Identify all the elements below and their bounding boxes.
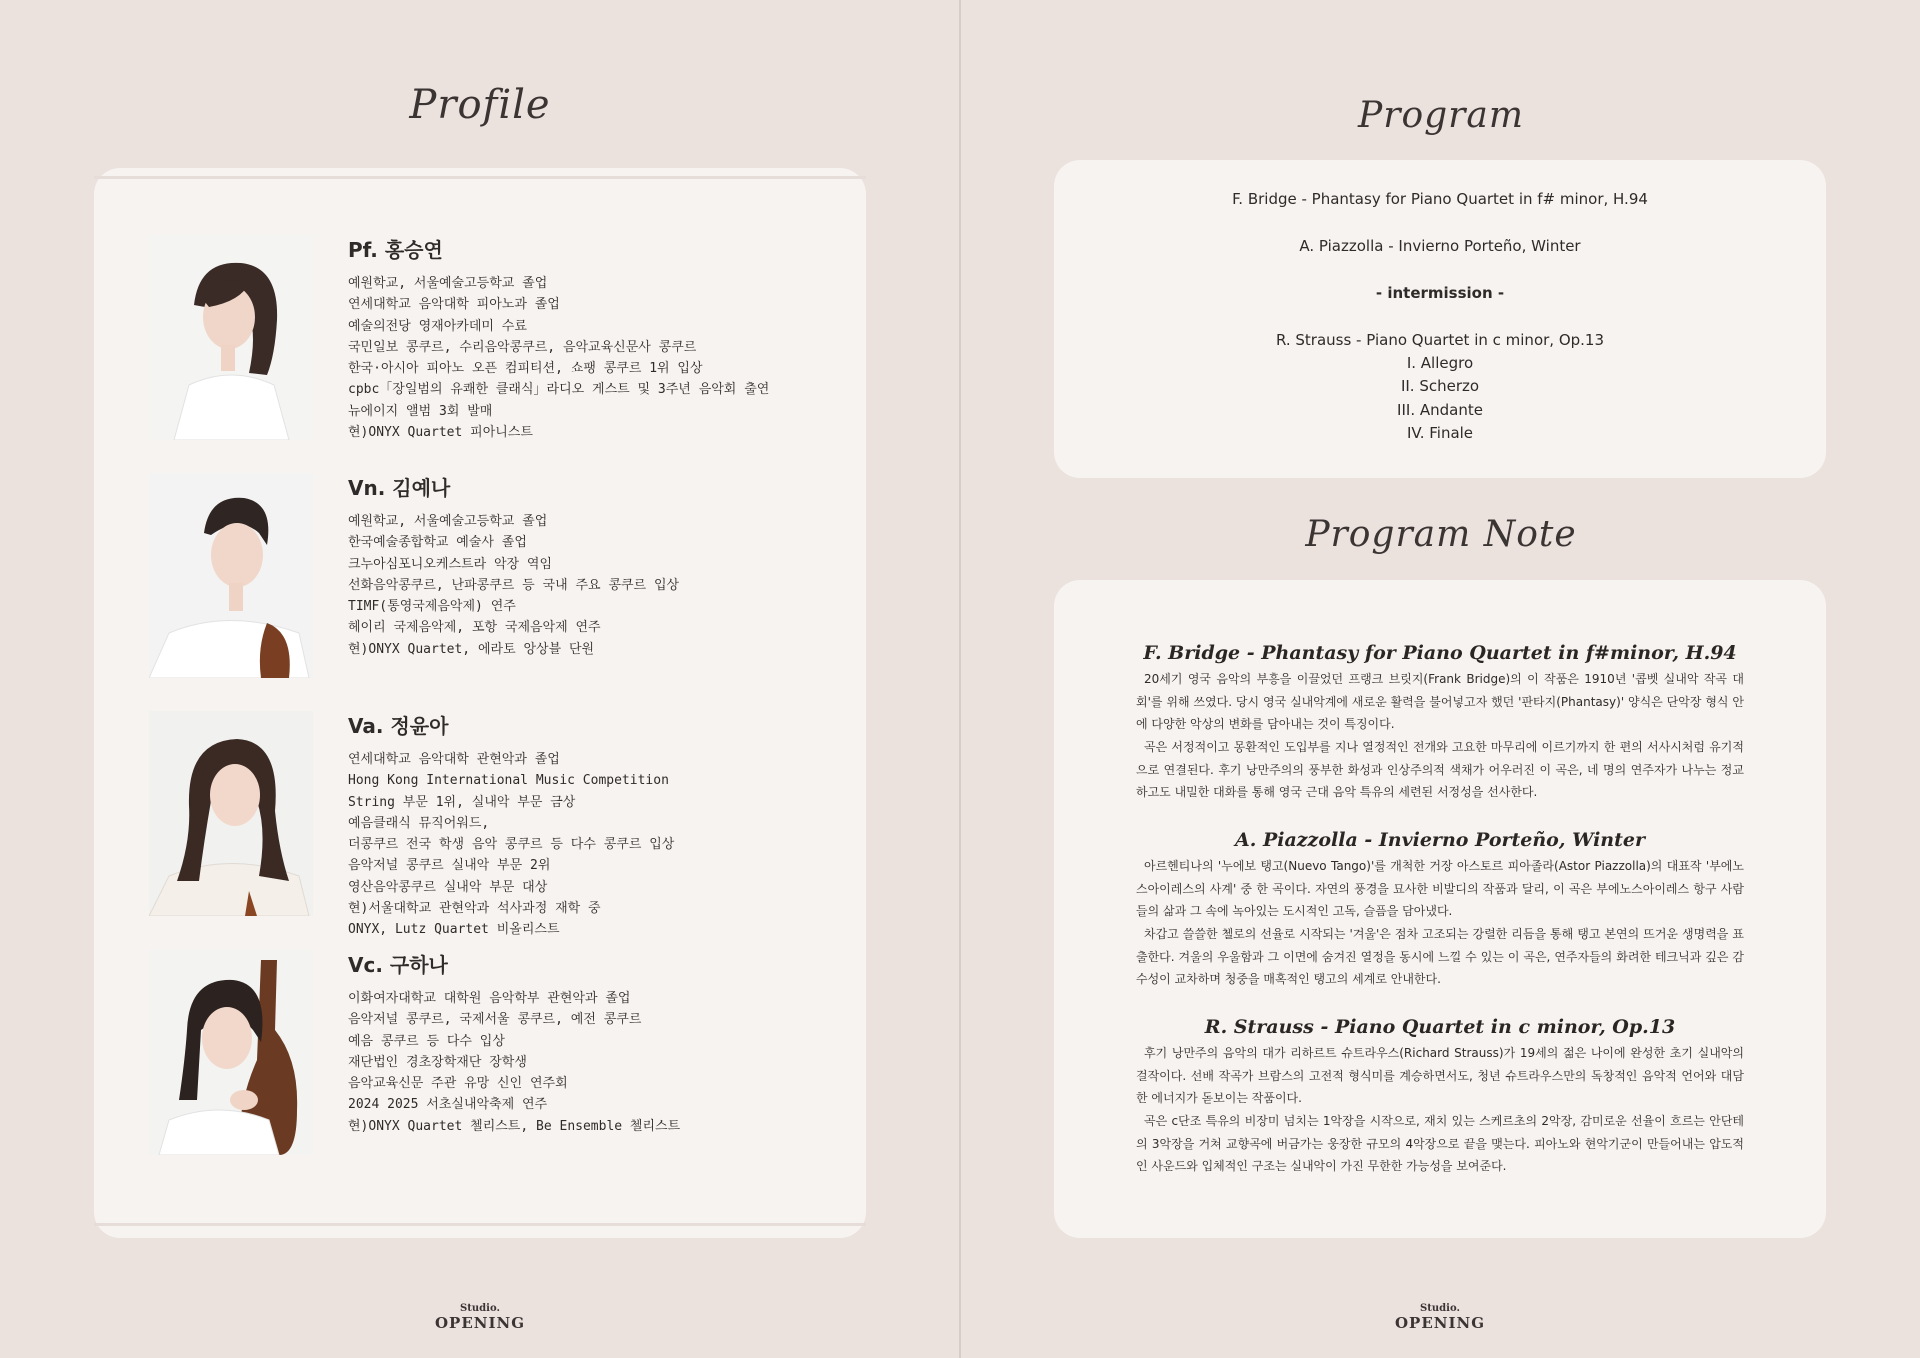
member-cellist — [149, 950, 849, 1160]
profile-title: Profile — [409, 82, 551, 128]
member-photo-violist — [149, 711, 313, 916]
program-movement: IV. Finale — [1406, 424, 1474, 442]
bio-line: 2024 2025 서초실내악축제 연주 — [348, 1097, 548, 1113]
program-line: A. Piazzolla - Invierno Porteño, Winter — [1299, 237, 1581, 255]
brand-logo-left — [420, 1303, 540, 1331]
program-note-title: Program Note — [1305, 514, 1577, 555]
note-heading-strauss: R. Strauss - Piano Quartet in c minor, Op.13 — [1204, 1016, 1676, 1038]
member-bio — [348, 749, 848, 941]
bio-line: 재단법인 경초장학재단 장학생 — [348, 1054, 527, 1070]
note-paragraph: 곡은 c단조 특유의 비장미 넘치는 1악장을 시작으로, 재치 있는 스케르초의 2악장, 감미로운 선율이 흐르는 안단테의 3악장을 거쳐 교향곡에 버금가는 웅장한 규모의 4악장으로 끝을 맺는다. 피아노와 현악기군이 만들어내는 압도적인 사운드와 입체적인 구조는 실내악이 가진 무한한 가능성을 보여준다. — [1136, 1114, 1744, 1174]
note-paragraph: 후기 낭만주의 음악의 대가 리하르트 슈트라우스(Richard Strauss)가 19세의 젊은 나이에 완성한 초기 실내악의 걸작이다. 선배 작곡가 브람스의 고전적 형식미를 계승하면서도, 청년 슈트라우스만의 독창적인 음악적 언어와 대담한 에너지가 돋보이는 작품이다. — [1136, 1046, 1744, 1106]
program-movement: I. Allegro — [1406, 354, 1474, 372]
bio-line: 음악저널 콩쿠르 실내악 부문 2위 — [348, 858, 551, 874]
bio-line: 현)ONYX Quartet 첼리스트, Be Ensemble 첼리스트 — [348, 1118, 681, 1134]
card-rule-top — [94, 176, 866, 179]
bio-line: Hong Kong International Music Competition — [348, 773, 669, 789]
member-name: Vn. 김예나 — [348, 476, 451, 500]
bio-line: 예원학교, 서울예술고등학교 졸업 — [348, 276, 548, 291]
note-paragraph: 곡은 서정적이고 몽환적인 도입부를 지나 열정적인 전개와 고요한 마무리에 이르기까지 한 편의 서사시처럼 유기적으로 연결된다. 후기 낭만주의의 풍부한 화성과 인상주의적 색채가 어우러진 이 곡은, 네 명의 연주자가 나누는 정교하고도 내밀한 대화를 통해 영국 근대 음악 특유의 세련된 서정성을 선사한다. — [1136, 740, 1744, 800]
bio-line: cpbc「장일범의 유쾌한 클래식」라디오 게스트 및 3주년 음악회 출연 — [348, 382, 770, 398]
member-info-cellist — [348, 950, 848, 1137]
note-paragraph: 아르헨티나의 '누에보 탱고(Nuevo Tango)'를 개척한 거장 아스토르 피아졸라(Astor Piazzolla)의 대표작 '부에노스아이레스의 사계' 중 한 곡이다. 자연의 풍경을 묘사한 비발디의 작품과 달리, 이 곡은 부에노스아이레스 항구 사람들의 삶과 그 속에 녹아있는 도시적인 고독, 슬픔을 담아냈다. — [1136, 859, 1744, 919]
member-photo-violinist — [149, 473, 313, 678]
bio-line: 예원학교, 서울예술고등학교 졸업 — [348, 514, 548, 529]
bio-line: 한국·아시아 피아노 오픈 컴피티션, 쇼팽 콩쿠르 1위 입상 — [348, 361, 703, 377]
bio-line: 영산음악콩쿠르 실내악 부문 대상 — [348, 879, 548, 895]
program-title: Program — [1358, 95, 1524, 136]
bio-line: 예술의전당 영재아카데미 수료 — [348, 318, 527, 334]
program-card — [1054, 160, 1826, 478]
bio-line: 이화여자대학교 대학원 음악학부 관현악과 졸업 — [348, 991, 631, 1006]
card-rule-bottom — [94, 1223, 866, 1226]
note-heading-bridge: F. Bridge - Phantasy for Piano Quartet in f#minor, H.94 — [1143, 642, 1737, 664]
member-info-violinist — [348, 473, 848, 660]
member-violinist — [149, 473, 849, 683]
note-paragraph: 20세기 영국 음악의 부흥을 이끌었던 프랭크 브릿지(Frank Bridge)의 이 작품은 1910년 '콥벳 실내악 작곡 대회'를 위해 쓰였다. 당시 영국 실내악계에 새로운 활력을 불어넣고자 했던 '판타지(Phantasy)' 양식은 단악장 형식 안에 다양한 악상의 변화를 담아내는 것이 특징이다. — [1136, 672, 1744, 732]
brand-small: Studio. — [460, 1303, 500, 1314]
member-bio — [348, 273, 848, 443]
bio-line: ONYX, Lutz Quartet 비올리스트 — [348, 922, 560, 938]
bio-line: 현)ONYX Quartet, 에라토 앙상블 단원 — [348, 641, 595, 657]
note-paragraph: 차갑고 쓸쓸한 첼로의 선율로 시작되는 '겨울'은 점차 고조되는 강렬한 리듬을 통해 탱고 본연의 뜨거운 생명력을 표출한다. 겨울의 우울함과 그 이면에 숨겨진 열정을 동시에 느낄 수 있는 이 곡은, 연주자들의 화려한 테크닉과 깊은 감수성이 교차하며 청중을 매혹적인 탱고의 세계로 안내한다. — [1136, 927, 1744, 987]
bio-line: 현)ONYX Quartet 피아니스트 — [348, 425, 533, 441]
bio-line: String 부문 1위, 실내악 부문 금상 — [348, 794, 576, 810]
bio-line: 크누아심포니오케스트라 악장 역임 — [348, 556, 553, 572]
program-line: F. Bridge - Phantasy for Piano Quartet in f# minor, H.94 — [1232, 190, 1648, 208]
member-info-violist — [348, 711, 848, 941]
brand-big: OPENING — [434, 1314, 526, 1332]
member-pianist — [149, 235, 849, 445]
bio-line: 연세대학교 음악대학 피아노과 졸업 — [348, 297, 560, 313]
program-note-card — [1054, 580, 1826, 1238]
member-info-pianist — [348, 235, 848, 443]
bio-line: 현)서울대학교 관현악과 석사과정 재학 중 — [348, 901, 601, 917]
brand-big: OPENING — [1394, 1314, 1486, 1332]
program-movement: II. Scherzo — [1400, 377, 1480, 395]
bio-line: 뉴에이지 앨범 3회 발매 — [348, 403, 493, 419]
bio-line: 선화음악콩쿠르, 난파콩쿠르 등 국내 주요 콩쿠르 입상 — [348, 577, 680, 593]
program-intermission: - intermission - — [1375, 284, 1505, 302]
profile-card — [94, 168, 866, 1238]
member-violist — [149, 711, 849, 938]
bio-line: 음악교육신문 주관 유망 신인 연주회 — [348, 1076, 568, 1092]
member-bio — [348, 988, 848, 1137]
member-bio — [348, 511, 848, 660]
bio-line: 더콩쿠르 전국 학생 음악 콩쿠르 등 다수 콩쿠르 입상 — [348, 837, 675, 853]
right-page — [961, 0, 1920, 1358]
left-page — [0, 0, 959, 1358]
program-movement: III. Andante — [1397, 401, 1483, 419]
bio-line: 국민일보 콩쿠르, 수리음악콩쿠르, 음악교육신문사 콩쿠르 — [348, 339, 697, 355]
program-line: R. Strauss - Piano Quartet in c minor, Op.13 — [1275, 331, 1605, 349]
member-name: Va. 정윤아 — [348, 714, 449, 738]
bio-line: TIMF(통영국제음악제) 연주 — [348, 599, 516, 615]
bio-line: 예음 콩쿠르 등 다수 입상 — [348, 1033, 505, 1049]
bio-line: 연세대학교 음악대학 관현악과 졸업 — [348, 752, 560, 767]
member-photo-cellist — [149, 950, 313, 1155]
member-name: Vc. 구하나 — [348, 953, 448, 977]
bio-line: 한국예술종합학교 예술사 졸업 — [348, 535, 527, 551]
note-heading-piazzolla: A. Piazzolla - Invierno Porteño, Winter — [1234, 829, 1645, 851]
brand-small: Studio. — [1420, 1303, 1460, 1314]
bio-line: 음악저널 콩쿠르, 국제서울 콩쿠르, 예전 콩쿠르 — [348, 1012, 642, 1028]
member-photo-pianist — [149, 235, 313, 440]
brand-logo-right — [1380, 1303, 1500, 1331]
bio-line: 헤이리 국제음악제, 포항 국제음악제 연주 — [348, 620, 601, 636]
member-name: Pf. 홍승연 — [348, 238, 443, 262]
bio-line: 예음클래식 뮤직어워드, — [348, 815, 490, 831]
